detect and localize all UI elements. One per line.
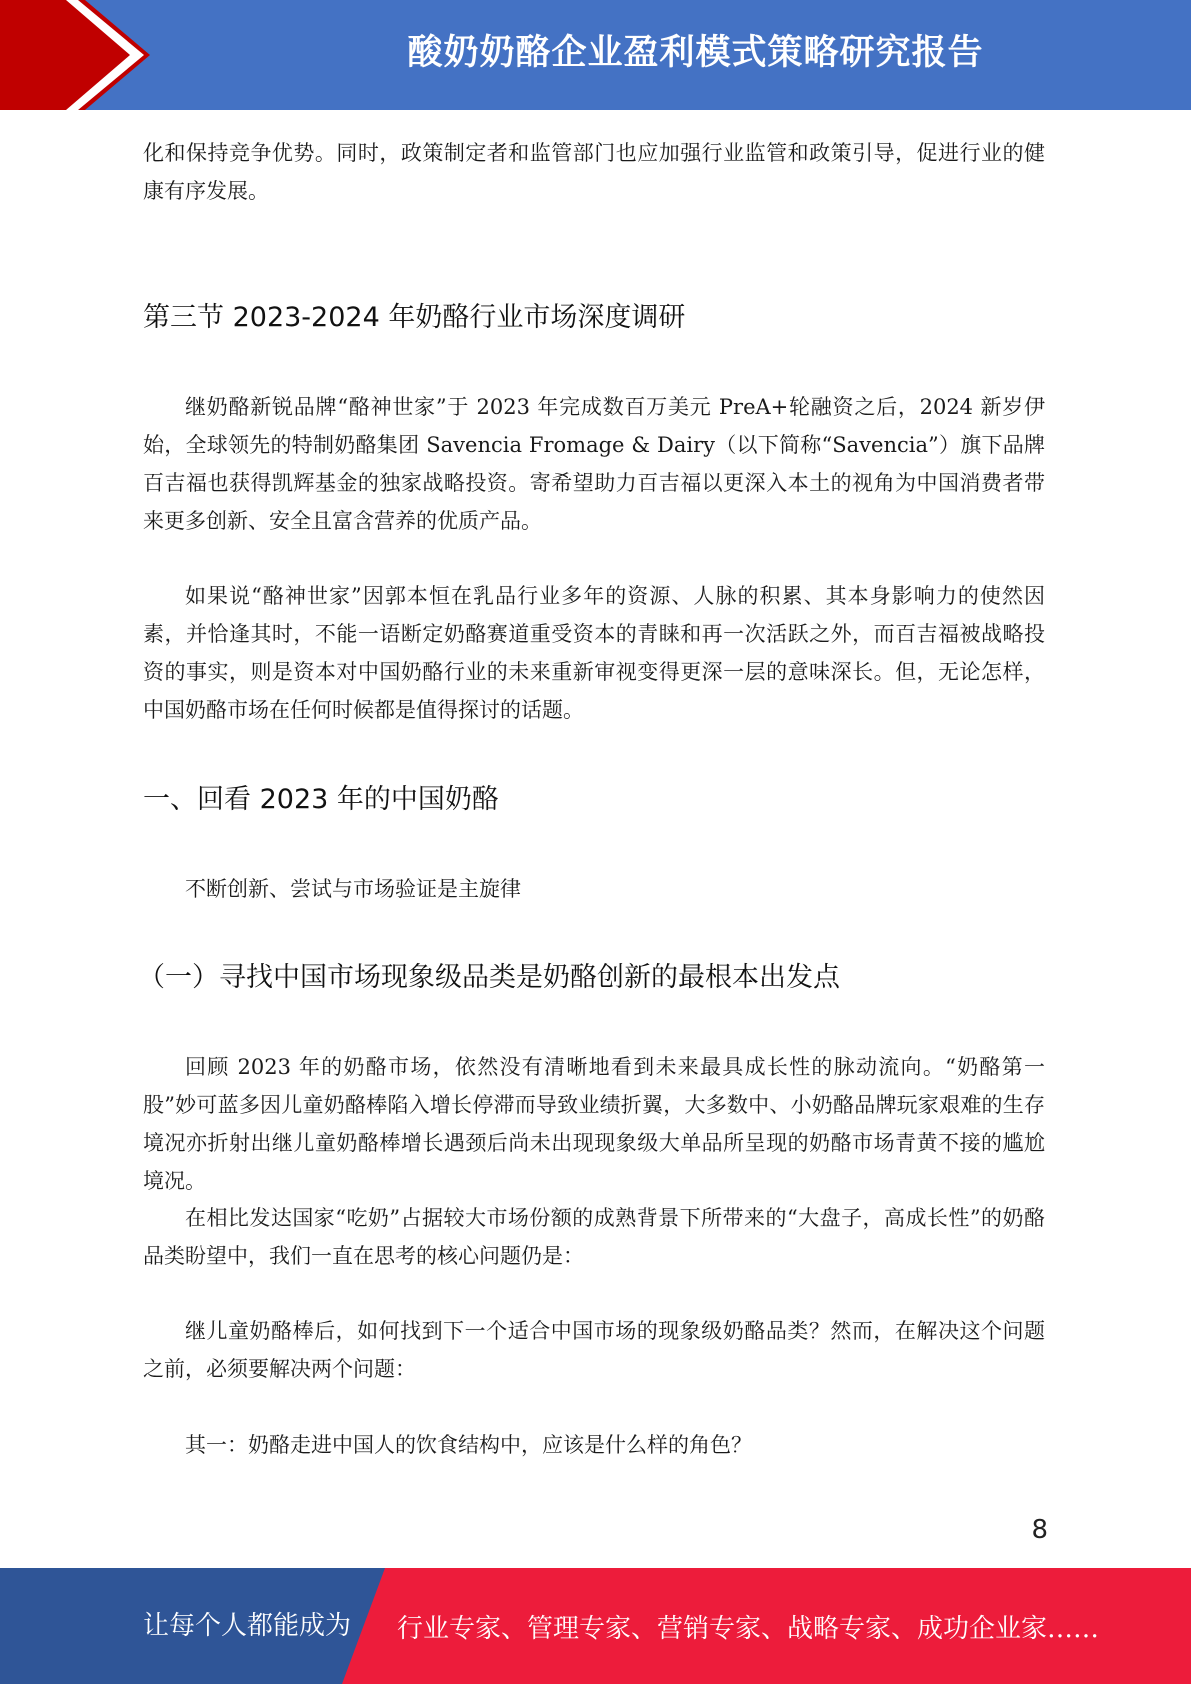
intro-paragraph: 化和保持竞争优势。同时，政策制定者和监管部门也应加强行业监管和政策引导，促进行业的健康有序发展。 — [143, 141, 1045, 203]
heading-2: （一）寻找中国市场现象级品类是奶酪创新的最根本出发点 — [138, 962, 840, 993]
paragraph-4: 回顾 2023 年的奶酪市场，依然没有清晰地看到未来最具成长性的脉动流向。“奶酪第一股”妙可蓝多因儿童奶酪棒陷入增长停滞而导致业绩折翼，大多数中、小奶酪品牌玩家艰难的生存境况亦折射出继儿童奶酪棒增长遇颈后尚未出现现象级大单品所呈现的奶酪市场青黄不接的尴尬境况。 — [143, 1055, 1045, 1193]
footer-slogan-left: 让每个人都能成为 — [143, 1611, 352, 1641]
page-number: 8 — [1031, 1515, 1048, 1545]
section-title: 第三节 2023-2024 年奶酪行业市场深度调研 — [143, 302, 686, 333]
footer-slogan-right: 行业专家、管理专家、营销专家、战略专家、成功企业家…… — [397, 1614, 1100, 1644]
page-header — [0, 0, 1191, 110]
page-footer — [0, 1568, 1191, 1684]
header-title: 酸奶奶酪企业盈利模式策略研究报告 — [407, 33, 984, 73]
heading-1: 一、回看 2023 年的中国奶酪 — [143, 784, 499, 815]
paragraph-2: 如果说“酪神世家”因郭本恒在乳品行业多年的资源、人脉的积累、其本身影响力的使然因素，并恰逢其时，不能一语断定奶酪赛道重受资本的青睐和再一次活跃之外，而百吉福被战略投资的事实，则是资本对中国奶酪行业的未来重新审视变得更深一层的意味深长。但，无论怎样，中国奶酪市场在任何时候都是值得探讨的话题。 — [143, 584, 1045, 722]
paragraph-7: 其一：奶酪走进中国人的饮食结构中，应该是什么样的角色？ — [185, 1433, 752, 1457]
paragraph-3: 不断创新、尝试与市场验证是主旋律 — [185, 877, 521, 901]
paragraph-1: 继奶酪新锐品牌“酪神世家”于 2023 年完成数百万美元 PreA+轮融资之后，2024 新岁伊始，全球领先的特制奶酪集团 Savencia Fromage & Dairy（以下简称“Savencia”）旗下品牌百吉福也获得凯辉基金的独家战略投资。寄希望助力百吉福以更深入本土的视角为中国消费者带来更多创新、安全且富含营养的优质产品。 — [143, 395, 1045, 533]
paragraph-5: 在相比发达国家“吃奶”占据较大市场份额的成熟背景下所带来的“大盘子，高成长性”的奶酪品类盼望中，我们一直在思考的核心问题仍是： — [143, 1206, 1045, 1268]
paragraph-6: 继儿童奶酪棒后，如何找到下一个适合中国市场的现象级奶酪品类？然而，在解决这个问题之前，必须要解决两个问题： — [143, 1319, 1045, 1381]
